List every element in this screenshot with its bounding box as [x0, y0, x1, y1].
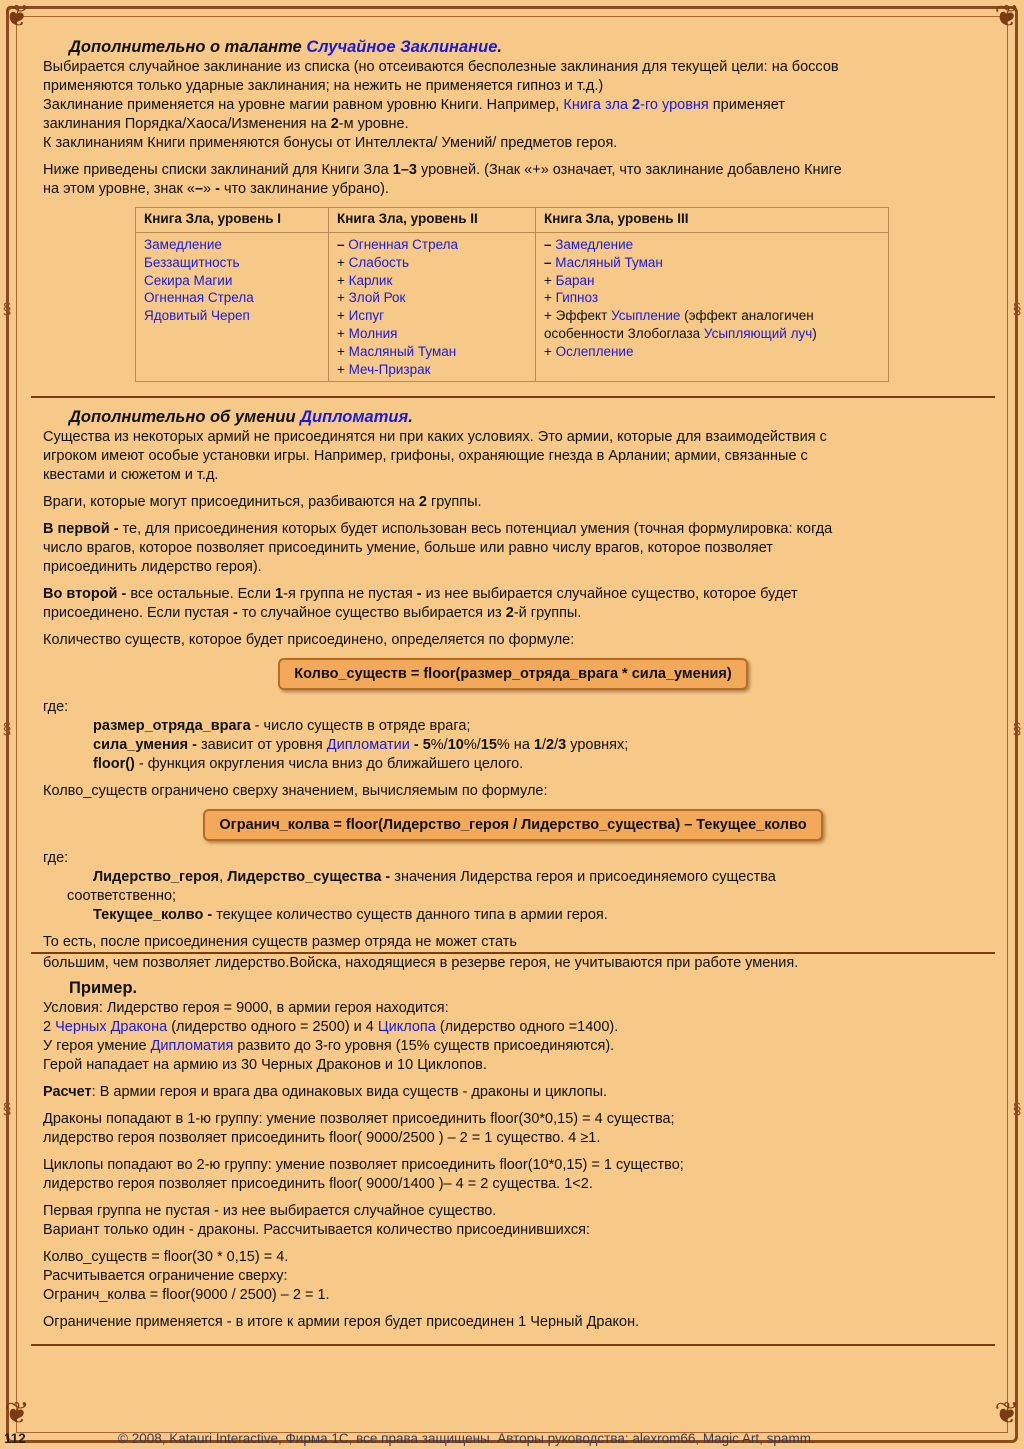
spell-link[interactable]: Огненная Стрела	[144, 290, 254, 306]
spell-link[interactable]: Замедление	[555, 237, 634, 252]
ornament-side-icon: §	[1012, 721, 1022, 738]
link-diplomacy[interactable]: Дипломатии	[326, 737, 410, 754]
paragraph: игроком имеют особые установки игры. Например, грифоны, охраняющие гнезда в Арлании; армии, связанные с	[43, 448, 808, 465]
paragraph: Количество существ, которое будет присоединено, определяется по формуле:	[43, 632, 575, 649]
table-cell-level-3	[536, 233, 889, 382]
paragraph: где:	[43, 850, 69, 867]
table-header: Книга Зла, уровень I	[136, 208, 329, 233]
list-item: + Баран	[544, 272, 595, 288]
paragraph: Расчет: В армии героя и врага два одинаковых вида существ - драконы и циклопы.	[43, 1084, 608, 1101]
paragraph: на этом уровне, знак «–» - что заклинание убрано).	[43, 181, 389, 197]
paragraph: В первой - те, для присоединения которых будет использован весь потенциал умения (точная формулировка: когда	[43, 521, 833, 538]
spell-link[interactable]: Меч-Призрак	[348, 361, 431, 377]
list-item: – Масляный Туман	[544, 254, 663, 270]
table-header: Книга Зла, уровень II	[329, 208, 536, 233]
spell-link[interactable]: Ослепление	[555, 343, 634, 359]
page-number: 112	[4, 1431, 26, 1446]
spell-link[interactable]: Масляный Туман	[348, 343, 457, 359]
paragraph: квестами и сюжетом и т.д.	[43, 467, 219, 484]
list-item: + Карлик	[337, 272, 393, 288]
paragraph: лидерство героя позволяет присоединить floor( 9000/2500 ) – 2 = 1 существо. 4 ≥1.	[43, 1130, 601, 1147]
table-header: Книга Зла, уровень III	[536, 208, 889, 233]
paragraph: Вариант только один - драконы. Рассчитывается количество присоединившихся:	[43, 1222, 590, 1239]
list-item: – Замедление	[544, 237, 634, 252]
spell-link[interactable]: Секира Магии	[144, 272, 233, 288]
paragraph: Драконы попадают в 1-ю группу: умение позволяет присоединить floor(30*0,15) = 4 существа;	[43, 1111, 675, 1128]
paragraph: То есть, после присоединения существ размер отряда не может стать	[43, 934, 517, 951]
section-divider	[31, 1344, 995, 1346]
paragraph: У героя умение Дипломатия развито до 3-го уровня (15% существ присоединяются).	[43, 1038, 615, 1055]
list-item: + Злой Рок	[337, 290, 406, 306]
link-cyclops[interactable]: Циклопа	[377, 1019, 436, 1036]
paragraph: где:	[43, 699, 69, 716]
link-book-of-evil[interactable]: Книга зла 2-го уровня	[563, 97, 709, 113]
definition-item: соответственно;	[67, 888, 177, 905]
section-heading-diplomacy: Дополнительно об умении Дипломатия.	[69, 408, 413, 427]
link-black-dragon[interactable]: Черных Дракона	[55, 1019, 168, 1036]
paragraph: Враги, которые могут присоединиться, разбиваются на 2 группы.	[43, 494, 482, 511]
paragraph: Ограничение применяется - в итоге к армии героя будет присоединен 1 Черный Дракон.	[43, 1314, 640, 1331]
spell-link[interactable]: Злой Рок	[348, 290, 406, 306]
paragraph: Заклинание применяется на уровне магии равном уровню Книги. Например, Книга зла 2-го уровня применяет	[43, 97, 785, 113]
spell-link[interactable]: Усыпление	[611, 308, 681, 324]
spell-link[interactable]: Карлик	[348, 272, 393, 288]
spell-link[interactable]: Испуг	[348, 308, 385, 324]
paragraph: Колво_существ ограничено сверху значением, вычисляемым по формуле:	[43, 783, 548, 800]
paragraph: Ниже приведены списки заклинаний для Книги Зла 1–3 уровней. (Знак «+» означает, что заклинание добавлено Книге	[43, 162, 842, 178]
link-diplomacy[interactable]: Дипломатия	[150, 1038, 234, 1055]
list-item: + Испуг	[337, 308, 385, 324]
paragraph: Колво_существ = floor(30 * 0,15) = 4.	[43, 1249, 289, 1266]
link-random-spell[interactable]: Случайное Заклинание	[306, 38, 498, 56]
paragraph: заклинания Порядка/Хаоса/Изменения на 2-м уровне.	[43, 116, 409, 132]
link-diplomacy[interactable]: Дипломатия	[300, 408, 409, 427]
copyright-text: © 2008, Katauri Interactive, Фирма 1С, все права защищены. Авторы руководства: alexrom66, Magic Art, spamm.	[118, 1431, 815, 1446]
spell-link[interactable]: Баран	[555, 272, 595, 288]
section-divider	[31, 396, 995, 398]
spell-link[interactable]: Ядовитый Череп	[144, 308, 250, 324]
spell-link[interactable]: Беззащитность	[144, 254, 240, 270]
ability-link[interactable]: Усыпляющий луч	[703, 325, 813, 341]
list-item: + Эффект Усыпление (эффект аналогичен	[544, 308, 814, 324]
paragraph: Существа из некоторых армий не присоединятся ни при каких условиях. Это армии, которые для взаимодействия с	[43, 429, 827, 446]
list-item: + Слабость	[337, 254, 409, 270]
paragraph: число врагов, которое позволяет присоединить умение, больше или равно числу врагов, которое позволяет	[43, 540, 773, 557]
page-footer	[0, 1427, 1024, 1449]
ornament-corner-icon: ❦	[994, 1397, 1020, 1430]
definition-item: floor() - функция округления числа вниз до ближайшего целого.	[93, 756, 524, 773]
list-item: + Масляный Туман	[337, 343, 457, 359]
paragraph: Расчитывается ограничение сверху:	[43, 1268, 288, 1285]
spell-link[interactable]: Гипноз	[555, 290, 599, 306]
paragraph: К заклинаниям Книги применяются бонусы от Интеллекта/ Умений/ предметов героя.	[43, 135, 618, 151]
definition-item: Текущее_колво - текущее количество существ данного типа в армии героя.	[93, 907, 608, 924]
table-header-row	[136, 208, 889, 233]
spell-link[interactable]: Молния	[348, 325, 398, 341]
paragraph: присоединено. Если пустая - то случайное существо выбирается из 2-й группы.	[43, 605, 582, 622]
ornament-side-icon: §	[2, 301, 12, 318]
table-row	[136, 233, 889, 382]
ornament-corner-icon: ❦	[4, 0, 30, 33]
formula-box-join-count: Колво_существ = floor(размер_отряда_врага * сила_умения)	[278, 658, 747, 690]
paragraph: Циклопы попадают во 2-ю группу: умение позволяет присоединить floor(10*0,15) = 1 существо;	[43, 1157, 684, 1174]
paragraph: Первая группа не пустая - из нее выбирается случайное существо.	[43, 1203, 497, 1220]
ornament-side-icon: §	[2, 1101, 12, 1118]
ornament-side-icon: §	[1012, 1101, 1022, 1118]
formula-box-limit: Огранич_колва = floor(Лидерство_героя / Лидерство_существа) – Текущее_колво	[203, 809, 822, 841]
list-item: – Огненная Стрела	[337, 237, 459, 252]
paragraph: большим, чем позволяет лидерство.Войска, находящиеся в резерве героя, не учитываются при работе умения.	[43, 955, 799, 972]
list-item: + Меч-Призрак	[337, 361, 431, 377]
paragraph: Условия: Лидерство героя = 9000, в армии героя находится:	[43, 1000, 449, 1017]
definition-item: Лидерство_героя, Лидерство_существа - значения Лидерства героя и присоединяемого существа	[93, 869, 776, 886]
paragraph: 2 Черных Дракона (лидерство одного = 2500) и 4 Циклопа (лидерство одного =1400).	[43, 1019, 619, 1036]
paragraph: Герой нападает на армию из 30 Черных Драконов и 10 Циклопов.	[43, 1057, 487, 1074]
paragraph: применяются только ударные заклинания; на нежить не применяется гипноз и т.д.)	[43, 78, 604, 94]
ornament-corner-icon: ❦	[4, 1397, 30, 1430]
paragraph: Во второй - все остальные. Если 1-я группа не пустая - из нее выбирается случайное существо, которое будет	[43, 586, 798, 603]
definition-item: сила_умения - зависит от уровня Дипломатии - 5%/10%/15% на 1/2/3 уровнях;	[93, 737, 629, 754]
ornament-side-icon: §	[1012, 301, 1022, 318]
spell-link[interactable]: Замедление	[144, 237, 222, 252]
ornament-side-icon: §	[2, 721, 12, 738]
list-item: + Гипноз	[544, 290, 599, 306]
spell-link[interactable]: Огненная Стрела	[348, 237, 459, 252]
section-heading-example: Пример.	[69, 979, 138, 998]
paragraph: лидерство героя позволяет присоединить floor( 9000/1400 )– 4 = 2 существа. 1<2.	[43, 1176, 593, 1193]
section-heading-random-spell: Дополнительно о таланте Случайное Заклинание.	[69, 38, 503, 56]
definition-item: размер_отряда_врага - число существ в отряде врага;	[93, 718, 471, 735]
list-item: особенности Злобоглаза Усыпляющий луч)	[544, 325, 817, 341]
list-item: + Ослепление	[544, 343, 634, 359]
page-content	[43, 36, 983, 1354]
spell-table	[135, 207, 889, 382]
table-cell-level-2	[329, 233, 536, 382]
ornament-corner-icon: ❦	[994, 0, 1020, 33]
spell-link[interactable]: Слабость	[348, 254, 409, 270]
paragraph: Огранич_колва = floor(9000 / 2500) – 2 = 1.	[43, 1287, 330, 1304]
table-cell-level-1	[136, 233, 329, 382]
list-item: + Молния	[337, 325, 398, 341]
paragraph: присоединить лидерство героя).	[43, 559, 262, 576]
paragraph: Выбирается случайное заклинание из списка (но отсеиваются бесполезные заклинания для текущей цели: на боссов	[43, 59, 839, 75]
spell-link[interactable]: Масляный Туман	[555, 254, 663, 270]
